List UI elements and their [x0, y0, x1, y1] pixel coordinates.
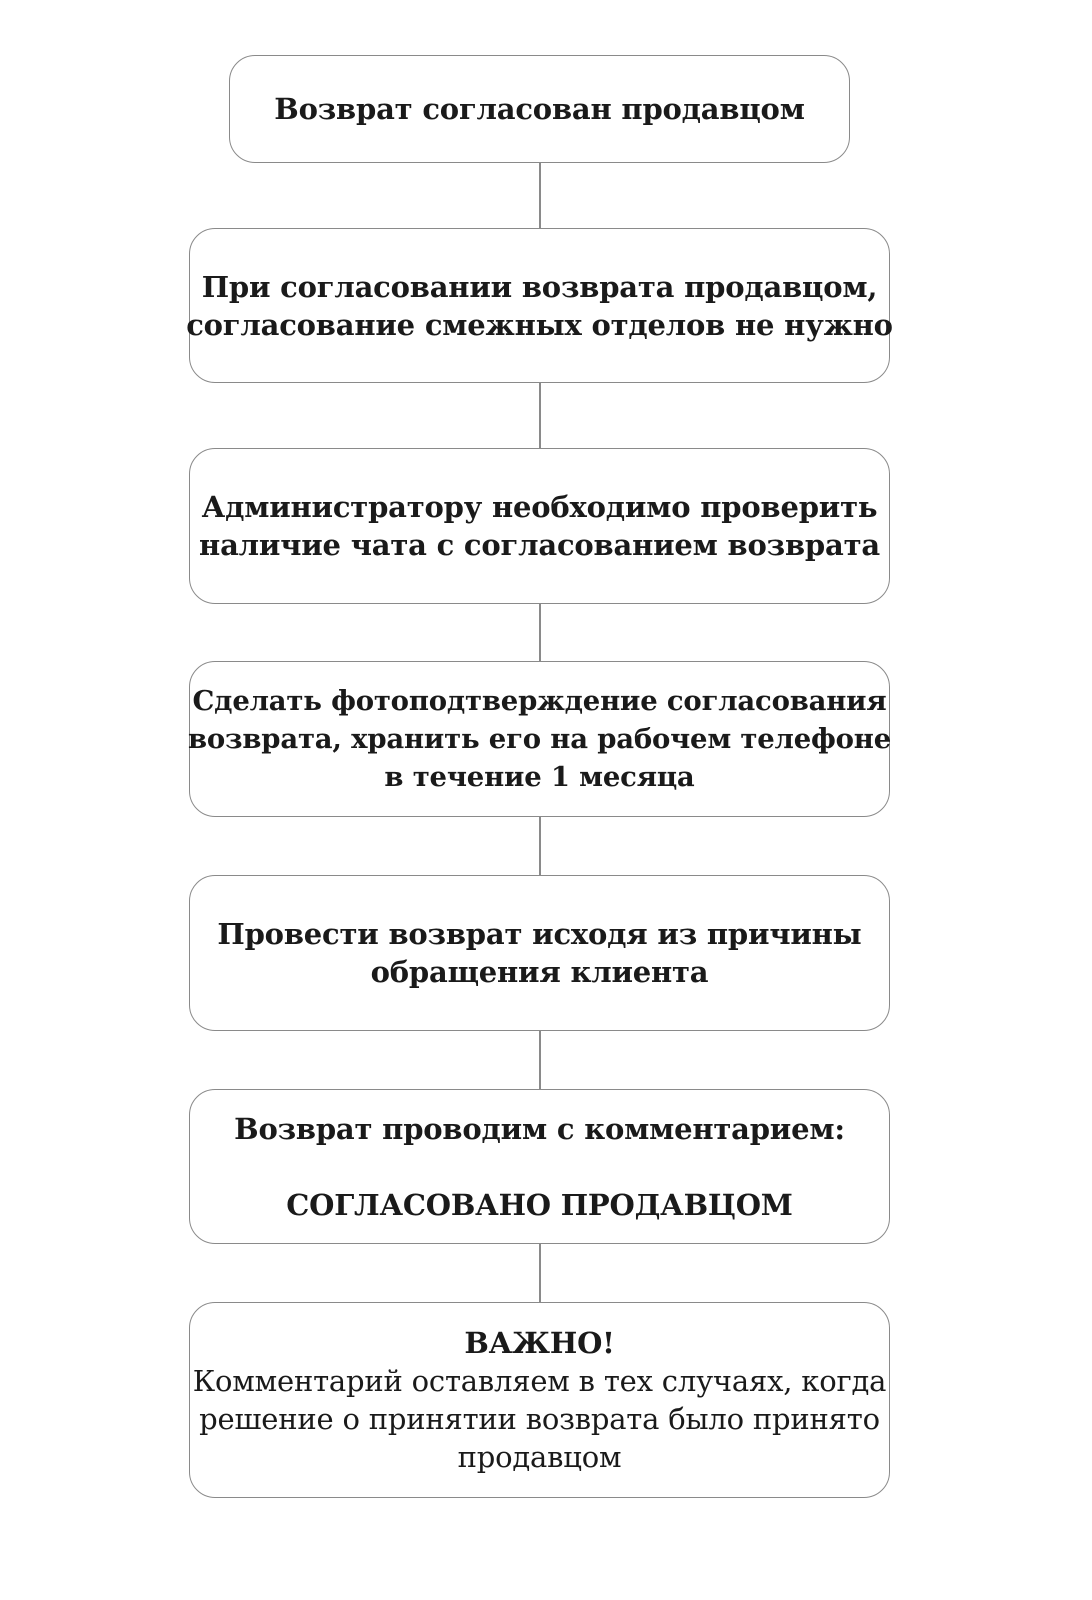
- step-box-2: [186, 228, 893, 383]
- step-box-4: [189, 661, 890, 817]
- step-3-line-2: наличие чата с согласованием возврата: [199, 528, 880, 562]
- step-4-line-3: в течение 1 месяца: [384, 761, 695, 793]
- step-3-line-1: Администратору необходимо проверить: [201, 490, 878, 524]
- step-box-1: [229, 55, 850, 163]
- step-box-5: [189, 875, 890, 1031]
- step-box-6: [189, 1089, 890, 1244]
- step-6-line-1: Возврат проводим с комментарием:: [234, 1111, 845, 1146]
- connector-4-5: [539, 816, 541, 876]
- step-box-3: [189, 448, 890, 604]
- step-5-line-2: обращения клиента: [370, 955, 709, 989]
- step-4-line-2: возврата, хранить его на рабочем телефоне: [188, 723, 892, 755]
- step-1-line-1: Возврат согласован продавцом: [274, 92, 805, 126]
- connector-1-2: [539, 162, 541, 229]
- connector-3-4: [539, 603, 541, 662]
- step-4-line-1: Сделать фотоподтверждение согласования: [192, 685, 887, 717]
- step-box-7: [189, 1302, 890, 1498]
- step-7-line-2: решение о принятии возврата было принято: [199, 1402, 880, 1436]
- connector-5-6: [539, 1030, 541, 1090]
- connector-2-3: [539, 382, 541, 449]
- connector-6-7: [539, 1243, 541, 1303]
- step-7-heading: ВАЖНО!: [464, 1326, 615, 1360]
- step-7-line-3: продавцом: [457, 1440, 622, 1474]
- step-2-line-2: согласование смежных отделов не нужно: [186, 307, 893, 342]
- step-2-line-1: При согласовании возврата продавцом,: [201, 269, 878, 304]
- step-6-line-2: СОГЛАСОВАНО ПРОДАВЦОМ: [286, 1187, 793, 1222]
- step-7-line-1: Комментарий оставляем в тех случаях, когда: [192, 1364, 887, 1398]
- step-5-line-1: Провести возврат исходя из причины: [217, 917, 862, 951]
